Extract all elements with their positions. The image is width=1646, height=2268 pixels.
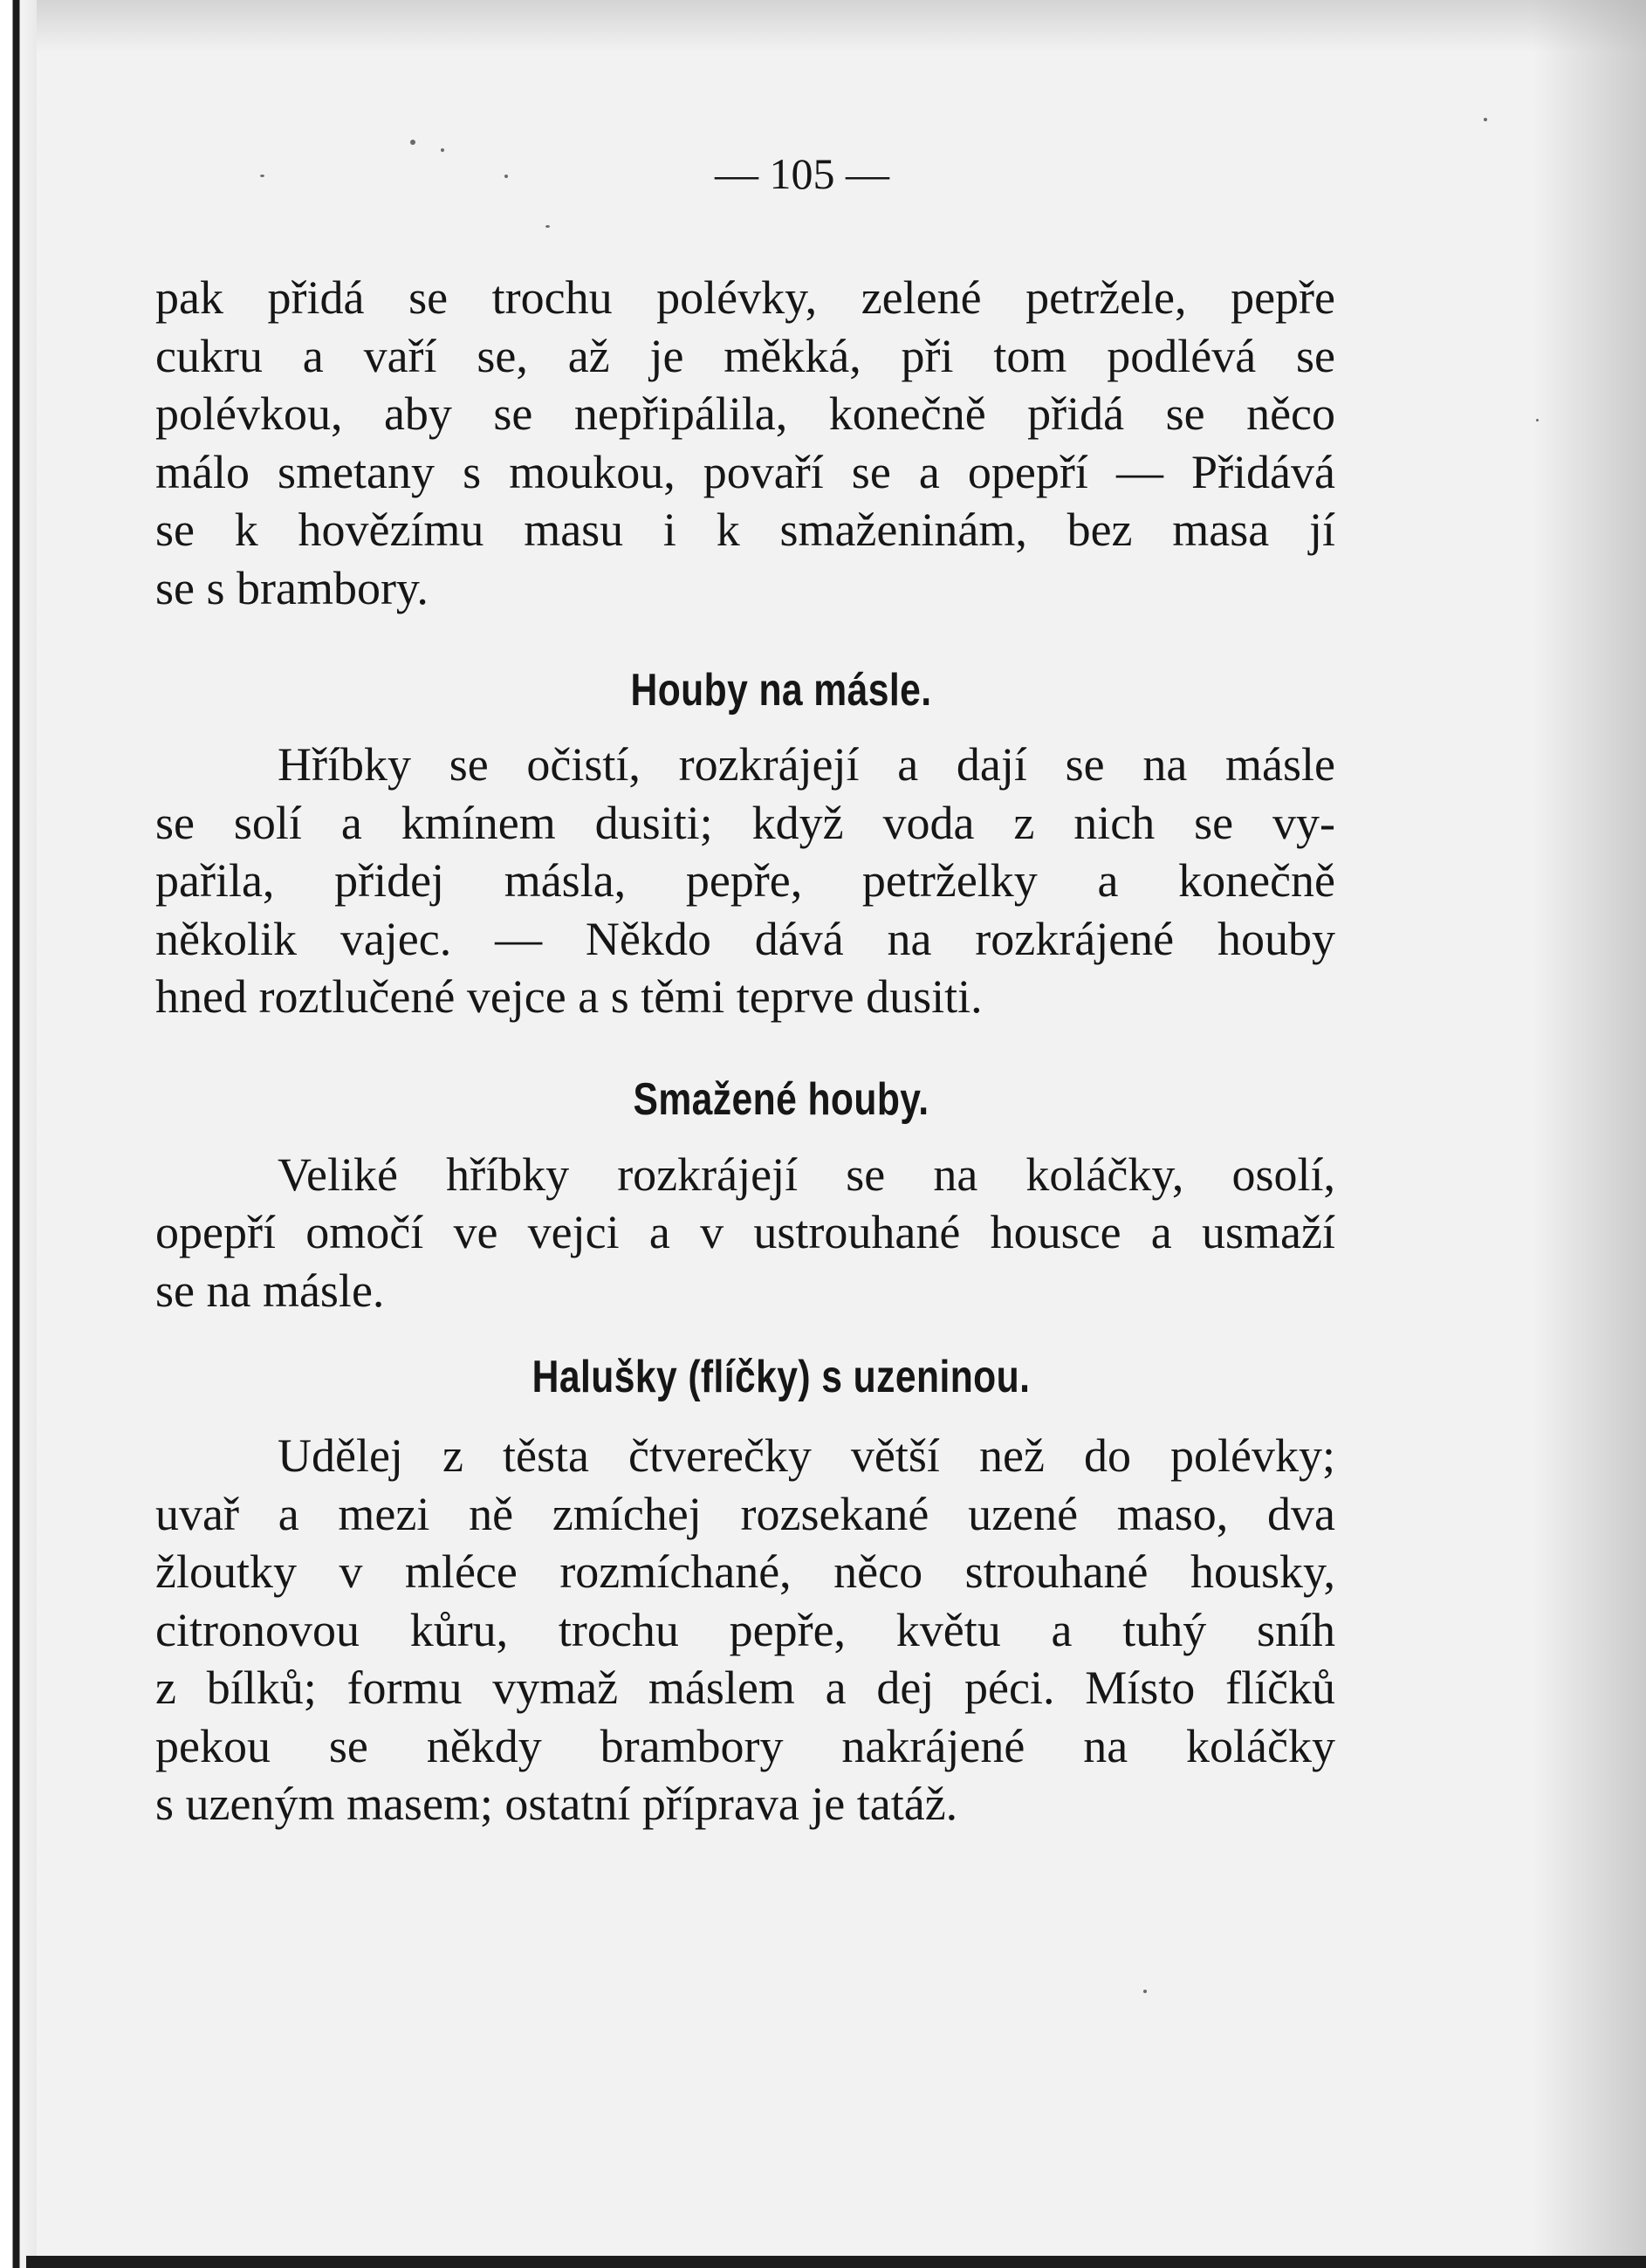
text-line: se s brambory. bbox=[155, 561, 429, 614]
text-line: pekou se někdy brambory nakrájené na koláčky bbox=[155, 1719, 1335, 1772]
top-scan-shadow bbox=[0, 0, 1646, 52]
text-line: s uzeným masem; ostatní příprava je tatáž. bbox=[155, 1778, 958, 1830]
bottom-scan-edge bbox=[26, 2256, 1646, 2268]
text-line: málo smetany s moukou, povaří se a opepří — Přidává bbox=[155, 445, 1335, 498]
text-line: několik vajec. — Někdo dává na rozkrájené houby bbox=[155, 912, 1335, 965]
text-line: žloutky v mléce rozmíchané, něco strouhané housky, bbox=[155, 1545, 1335, 1598]
recipe-heading-halusky-s-uzeninou: Halušky (flíčky) s uzeninou. bbox=[532, 1352, 1031, 1402]
text-line: pak přidá se trochu polévky, zelené petržele, pepře bbox=[155, 271, 1335, 324]
recipe-text-smazene-houby bbox=[155, 1146, 1335, 1320]
text-line: Hříbky se očistí, rozkrájejí a dají se na másle bbox=[278, 738, 1335, 791]
text-line: hned roztlučené vejce a s těmi teprve dusiti. bbox=[155, 970, 983, 1023]
recipe-text-houby-na-masle bbox=[155, 736, 1335, 1026]
page-text bbox=[155, 140, 1335, 1833]
text-line: cukru a vaří se, až je měkká, při tom podlévá se bbox=[155, 329, 1335, 382]
paragraph-continued bbox=[155, 269, 1335, 617]
right-scan-shadow bbox=[1533, 0, 1646, 2268]
book-spine-edge bbox=[0, 0, 37, 2268]
text-line: polévkou, aby se nepřipálila, konečně přidá se něco bbox=[155, 387, 1335, 440]
text-line: citronovou kůru, trochu pepře, květu a tuhý sníh bbox=[155, 1603, 1335, 1656]
scan-speck bbox=[1484, 118, 1487, 121]
text-line: pařila, přidej másla, pepře, petrželky a konečně bbox=[155, 854, 1335, 907]
text-line: uvař a mezi ně zmíchej rozsekané uzené maso, dva bbox=[155, 1487, 1335, 1540]
text-line: se solí a kmínem dusiti; když voda z nich se vy- bbox=[155, 796, 1335, 849]
text-line: Veliké hříbky rozkrájejí se na koláčky, osolí, bbox=[278, 1148, 1335, 1201]
text-line: opepří omočí ve vejci a v ustrouhané housce a usmaží bbox=[155, 1206, 1335, 1258]
recipe-heading-houby-na-masle: Houby na másle. bbox=[630, 665, 932, 716]
text-line: se k hovězímu masu i k smaženinám, bez masa jí bbox=[155, 504, 1335, 556]
page-number: — 105 — bbox=[715, 149, 889, 198]
text-line: z bílků; formu vymaž máslem a dej péci. Místo flíčků bbox=[155, 1662, 1335, 1714]
text-line: se na másle. bbox=[155, 1264, 385, 1317]
text-line: Udělej z těsta čtverečky větší než do polévky; bbox=[278, 1429, 1335, 1482]
scan-speck bbox=[1143, 1990, 1147, 1993]
recipe-text-halusky-s-uzeninou bbox=[155, 1427, 1335, 1833]
recipe-heading-smazene-houby: Smažené houby. bbox=[633, 1073, 929, 1125]
scan-speck bbox=[1536, 419, 1539, 421]
